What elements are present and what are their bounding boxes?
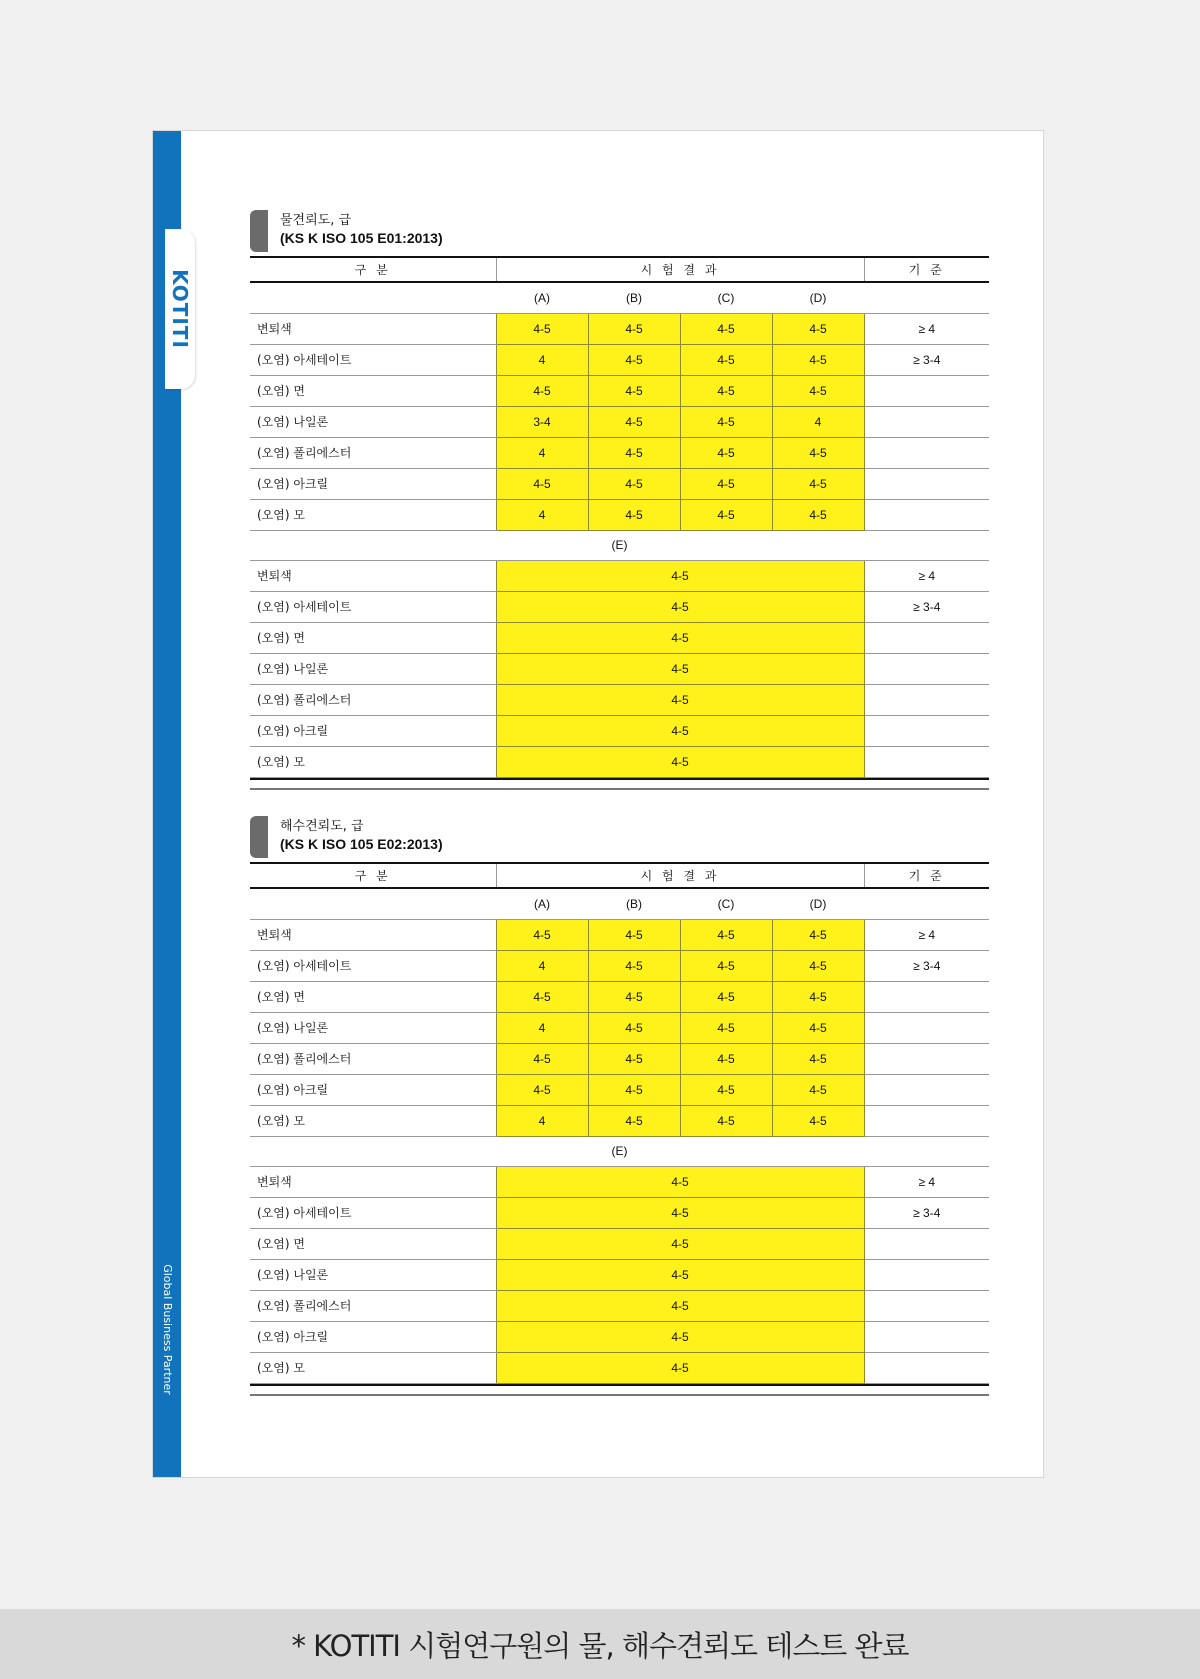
result-cell: 4-5 bbox=[588, 950, 680, 981]
table-row bbox=[250, 746, 989, 777]
result-cell: 4-5 bbox=[680, 375, 772, 406]
result-cell: 4-5 bbox=[680, 1043, 772, 1074]
sample-label: (B) bbox=[588, 888, 680, 919]
row-label: (오염) 아크릴 bbox=[250, 468, 496, 499]
result-cell-e: 4-5 bbox=[496, 591, 864, 622]
sample-row bbox=[250, 282, 989, 313]
result-cell: 4 bbox=[496, 1012, 588, 1043]
result-cell: 4-5 bbox=[588, 1043, 680, 1074]
result-cell: 4-5 bbox=[496, 1043, 588, 1074]
result-cell: 4-5 bbox=[680, 437, 772, 468]
result-cell: 4-5 bbox=[588, 1012, 680, 1043]
table-row bbox=[250, 622, 989, 653]
kotiti-logo: KOTITI bbox=[168, 269, 192, 349]
sample-label: (D) bbox=[772, 888, 864, 919]
result-cell-e: 4-5 bbox=[496, 1290, 864, 1321]
result-cell: 4-5 bbox=[680, 950, 772, 981]
result-cell-e: 4-5 bbox=[496, 622, 864, 653]
result-cell-e: 4-5 bbox=[496, 1197, 864, 1228]
criteria-cell bbox=[864, 1074, 989, 1105]
result-cell: 4-5 bbox=[772, 950, 864, 981]
table-row bbox=[250, 1105, 989, 1136]
result-cell: 4 bbox=[496, 950, 588, 981]
table-row bbox=[250, 591, 989, 622]
result-cell: 4-5 bbox=[496, 313, 588, 344]
criteria-cell bbox=[864, 437, 989, 468]
result-cell: 4-5 bbox=[772, 1105, 864, 1136]
criteria-cell bbox=[864, 1105, 989, 1136]
sample-spacer bbox=[250, 888, 496, 919]
result-cell: 4-5 bbox=[588, 437, 680, 468]
result-cell: 4-5 bbox=[588, 468, 680, 499]
criteria-cell bbox=[864, 1352, 989, 1383]
table-row bbox=[250, 1321, 989, 1352]
table-row bbox=[250, 344, 989, 375]
criteria-cell bbox=[864, 1290, 989, 1321]
results-table bbox=[250, 256, 989, 778]
result-cell: 4-5 bbox=[588, 344, 680, 375]
caption-text: * KOTITI 시험연구원의 물, 해수견뢰도 테스트 완료 bbox=[291, 1628, 909, 1663]
table-row bbox=[250, 715, 989, 746]
row-label: 변퇴색 bbox=[250, 1166, 496, 1197]
result-cell: 4-5 bbox=[680, 499, 772, 530]
row-label: (오염) 폴리에스터 bbox=[250, 1043, 496, 1074]
table-row bbox=[250, 1074, 989, 1105]
criteria-cell: ≥ 3-4 bbox=[864, 950, 989, 981]
table-row bbox=[250, 1012, 989, 1043]
header-row bbox=[250, 257, 989, 282]
criteria-cell: ≥ 3-4 bbox=[864, 591, 989, 622]
criteria-cell: ≥ 3-4 bbox=[864, 344, 989, 375]
result-cell-e: 4-5 bbox=[496, 560, 864, 591]
result-cell-e: 4-5 bbox=[496, 1228, 864, 1259]
result-cell: 4-5 bbox=[496, 919, 588, 950]
header-category: 구 분 bbox=[250, 863, 496, 888]
row-label: (오염) 폴리에스터 bbox=[250, 1290, 496, 1321]
row-label: (오염) 면 bbox=[250, 981, 496, 1012]
sample-e-label: (E) bbox=[250, 1136, 989, 1166]
table-row bbox=[250, 684, 989, 715]
header-results: 시 험 결 과 bbox=[496, 863, 864, 888]
result-cell-e: 4-5 bbox=[496, 1321, 864, 1352]
result-cell: 4-5 bbox=[588, 375, 680, 406]
result-cell-e: 4-5 bbox=[496, 653, 864, 684]
result-cell: 4-5 bbox=[588, 499, 680, 530]
criteria-cell bbox=[864, 715, 989, 746]
result-cell: 4-5 bbox=[588, 981, 680, 1012]
result-cell: 4-5 bbox=[496, 375, 588, 406]
section-seawater-fastness bbox=[250, 814, 989, 1396]
result-cell: 4-5 bbox=[680, 1012, 772, 1043]
sample-spacer bbox=[864, 282, 989, 313]
result-cell: 4-5 bbox=[680, 1074, 772, 1105]
criteria-cell bbox=[864, 468, 989, 499]
result-cell: 4-5 bbox=[680, 919, 772, 950]
row-label: (오염) 모 bbox=[250, 1352, 496, 1383]
result-cell: 4-5 bbox=[680, 406, 772, 437]
criteria-cell bbox=[864, 1259, 989, 1290]
section-header bbox=[250, 208, 989, 256]
row-label: (오염) 아세테이트 bbox=[250, 1197, 496, 1228]
result-cell: 4-5 bbox=[680, 313, 772, 344]
table-row bbox=[250, 950, 989, 981]
result-cell: 4 bbox=[496, 1105, 588, 1136]
result-cell-e: 4-5 bbox=[496, 715, 864, 746]
row-label: (오염) 면 bbox=[250, 1228, 496, 1259]
result-cell: 4-5 bbox=[772, 313, 864, 344]
header-criteria: 기 준 bbox=[864, 863, 989, 888]
sample-label: (A) bbox=[496, 888, 588, 919]
report-page bbox=[152, 130, 1044, 1478]
result-cell-e: 4-5 bbox=[496, 746, 864, 777]
table-row bbox=[250, 499, 989, 530]
table-row bbox=[250, 560, 989, 591]
row-label: (오염) 나일론 bbox=[250, 1012, 496, 1043]
table-row bbox=[250, 1228, 989, 1259]
result-cell: 4-5 bbox=[772, 375, 864, 406]
sample-row bbox=[250, 888, 989, 919]
result-cell: 4-5 bbox=[680, 1105, 772, 1136]
table-row bbox=[250, 653, 989, 684]
row-label: (오염) 아크릴 bbox=[250, 1074, 496, 1105]
result-cell: 4-5 bbox=[772, 1043, 864, 1074]
result-cell: 3-4 bbox=[496, 406, 588, 437]
row-label: 변퇴색 bbox=[250, 313, 496, 344]
result-cell: 4-5 bbox=[680, 981, 772, 1012]
result-cell-e: 4-5 bbox=[496, 1166, 864, 1197]
sample-e-label: (E) bbox=[250, 530, 989, 560]
result-cell: 4 bbox=[496, 499, 588, 530]
table-row bbox=[250, 919, 989, 950]
criteria-cell bbox=[864, 981, 989, 1012]
header-results: 시 험 결 과 bbox=[496, 257, 864, 282]
row-label: (오염) 모 bbox=[250, 1105, 496, 1136]
sample-label: (D) bbox=[772, 282, 864, 313]
result-cell: 4 bbox=[772, 406, 864, 437]
result-cell-e: 4-5 bbox=[496, 1352, 864, 1383]
row-label: (오염) 나일론 bbox=[250, 653, 496, 684]
sample-spacer bbox=[864, 888, 989, 919]
criteria-cell: ≥ 3-4 bbox=[864, 1197, 989, 1228]
table-row bbox=[250, 1259, 989, 1290]
result-cell: 4-5 bbox=[588, 1105, 680, 1136]
criteria-cell bbox=[864, 746, 989, 777]
result-cell: 4-5 bbox=[772, 919, 864, 950]
result-cell: 4-5 bbox=[588, 919, 680, 950]
section-standard: (KS K ISO 105 E01:2013) bbox=[280, 230, 443, 246]
criteria-cell: ≥ 4 bbox=[864, 919, 989, 950]
table-row bbox=[250, 1043, 989, 1074]
table-row bbox=[250, 1166, 989, 1197]
row-label: (오염) 아크릴 bbox=[250, 715, 496, 746]
table-row bbox=[250, 437, 989, 468]
criteria-cell: ≥ 4 bbox=[864, 313, 989, 344]
table-row bbox=[250, 1352, 989, 1383]
result-cell: 4-5 bbox=[680, 468, 772, 499]
criteria-cell: ≥ 4 bbox=[864, 1166, 989, 1197]
row-label: (오염) 면 bbox=[250, 622, 496, 653]
row-label: (오염) 모 bbox=[250, 499, 496, 530]
section-marker bbox=[250, 816, 268, 858]
result-cell: 4-5 bbox=[496, 1074, 588, 1105]
result-cell: 4-5 bbox=[772, 499, 864, 530]
result-cell: 4 bbox=[496, 344, 588, 375]
criteria-cell bbox=[864, 375, 989, 406]
section-title: 물견뢰도, 급 bbox=[280, 213, 352, 228]
criteria-cell bbox=[864, 622, 989, 653]
result-cell: 4-5 bbox=[772, 1012, 864, 1043]
result-cell: 4-5 bbox=[588, 406, 680, 437]
row-label: 변퇴색 bbox=[250, 919, 496, 950]
result-cell: 4-5 bbox=[496, 981, 588, 1012]
result-cell: 4-5 bbox=[772, 1074, 864, 1105]
table-end-rule bbox=[250, 1384, 989, 1396]
table-row bbox=[250, 468, 989, 499]
result-cell: 4 bbox=[496, 437, 588, 468]
result-cell: 4-5 bbox=[680, 344, 772, 375]
sample-label: (C) bbox=[680, 888, 772, 919]
result-cell: 4-5 bbox=[496, 468, 588, 499]
row-label: (오염) 면 bbox=[250, 375, 496, 406]
row-label: (오염) 폴리에스터 bbox=[250, 437, 496, 468]
result-cell: 4-5 bbox=[588, 313, 680, 344]
criteria-cell bbox=[864, 1043, 989, 1074]
table-row bbox=[250, 375, 989, 406]
row-label: (오염) 모 bbox=[250, 746, 496, 777]
row-label: (오염) 아세테이트 bbox=[250, 591, 496, 622]
header-category: 구 분 bbox=[250, 257, 496, 282]
row-label: (오염) 나일론 bbox=[250, 406, 496, 437]
criteria-cell bbox=[864, 1012, 989, 1043]
section-standard: (KS K ISO 105 E02:2013) bbox=[280, 836, 443, 852]
table-row bbox=[250, 1197, 989, 1228]
header-criteria: 기 준 bbox=[864, 257, 989, 282]
results-table bbox=[250, 862, 989, 1384]
result-cell: 4-5 bbox=[772, 437, 864, 468]
row-label: (오염) 아세테이트 bbox=[250, 950, 496, 981]
row-label: (오염) 나일론 bbox=[250, 1259, 496, 1290]
row-label: (오염) 아크릴 bbox=[250, 1321, 496, 1352]
sample-e-row bbox=[250, 1136, 989, 1166]
section-header bbox=[250, 814, 989, 862]
result-cell: 4-5 bbox=[772, 981, 864, 1012]
result-cell: 4-5 bbox=[772, 468, 864, 499]
sample-e-row bbox=[250, 530, 989, 560]
section-title: 해수견뢰도, 급 bbox=[280, 819, 364, 834]
table-end-rule bbox=[250, 778, 989, 790]
row-label: (오염) 아세테이트 bbox=[250, 344, 496, 375]
result-cell: 4-5 bbox=[772, 344, 864, 375]
sample-label: (A) bbox=[496, 282, 588, 313]
header-row bbox=[250, 863, 989, 888]
criteria-cell bbox=[864, 1321, 989, 1352]
row-label: (오염) 폴리에스터 bbox=[250, 684, 496, 715]
row-label: 변퇴색 bbox=[250, 560, 496, 591]
tagline: Global Business Partner bbox=[160, 1263, 174, 1395]
criteria-cell: ≥ 4 bbox=[864, 560, 989, 591]
table-row bbox=[250, 981, 989, 1012]
sample-label: (B) bbox=[588, 282, 680, 313]
table-row bbox=[250, 313, 989, 344]
sample-label: (C) bbox=[680, 282, 772, 313]
criteria-cell bbox=[864, 653, 989, 684]
sample-spacer bbox=[250, 282, 496, 313]
criteria-cell bbox=[864, 1228, 989, 1259]
section-marker bbox=[250, 210, 268, 252]
result-cell-e: 4-5 bbox=[496, 684, 864, 715]
table-row bbox=[250, 406, 989, 437]
criteria-cell bbox=[864, 499, 989, 530]
criteria-cell bbox=[864, 406, 989, 437]
criteria-cell bbox=[864, 684, 989, 715]
caption-bar bbox=[0, 1609, 1200, 1679]
table-row bbox=[250, 1290, 989, 1321]
result-cell: 4-5 bbox=[588, 1074, 680, 1105]
section-water-fastness bbox=[250, 208, 989, 790]
result-cell-e: 4-5 bbox=[496, 1259, 864, 1290]
